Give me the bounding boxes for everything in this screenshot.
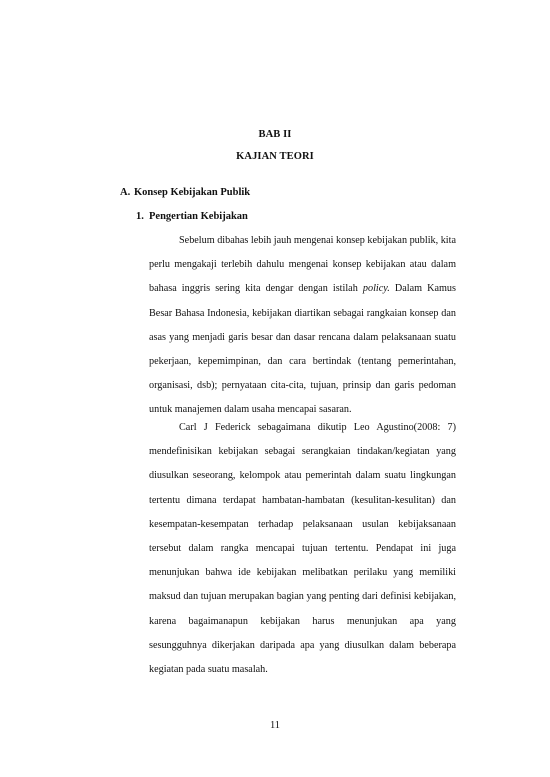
paragraph-text: Sebelum dibahas lebih jauh mengenai konsep kebijakan publik, kita perlu mengakaji terlebih dahulu mengenai konsep kebijakan atau dalam bahasa inggris sering kita dengar dengan istilah <box>149 235 456 295</box>
section-title: Konsep Kebijakan Publik <box>134 187 251 198</box>
paragraph <box>149 229 456 423</box>
subsection-title: Pengertian Kebijakan <box>149 211 248 222</box>
section-heading <box>120 187 250 198</box>
page-number: 11 <box>269 720 281 731</box>
subsection-heading <box>136 211 248 222</box>
paragraph-italic-term: policy. <box>362 283 390 295</box>
paragraph-definition <box>149 229 456 423</box>
chapter-title: KAJIAN TEORI <box>236 151 314 162</box>
chapter-number: BAB II <box>258 129 292 140</box>
paragraph: Carl J Federick sebagaimana dikutip Leo Agustino(2008: 7) mendefinisikan kebijakan sebagai serangkaian tindakan/kegiatan yang diusulkan seseorang, kelompok atau pemerintah dalam suatu lingkungan tertentu dimana terdapat hambatan-hambatan (kesulitan-kesulitan) dan kesempatan-kesempatan terhadap pelaksanaan usulan kebijaksanaan tersebut dalam rangka mencapai tujuan tertentu. Pendapat ini juga menunjukan bahwa ide kebijakan melibatkan perilaku yang memiliki maksud dan tujuan merupakan bagian yang penting dari definisi kebijakan, karena bagaimanapun kebijakan harus menunjukan apa yang sesungguhnya dikerjakan daripada apa yang diusulkan dalam beberapa kegiatan pada suatu masalah. <box>149 422 456 676</box>
paragraph-text: Dalam Kamus Besar Bahasa Indonesia, kebijakan diartikan sebagai rangkaian konsep dan asas yang menjadi garis besar dan dasar rencana dalam pelaksanaan suatu pekerjaan, kepemimpinan, dan cara bertindak (tentang pemerintahan, organisasi, dsb); pernyataan cita-cita, tujuan, prinsip dan garis pedoman untuk manajemen dalam usaha mencapai sasaran. <box>149 283 456 416</box>
subsection-marker: 1. <box>136 211 144 222</box>
section-marker: A. <box>120 187 131 198</box>
paragraph-quote <box>149 416 456 682</box>
